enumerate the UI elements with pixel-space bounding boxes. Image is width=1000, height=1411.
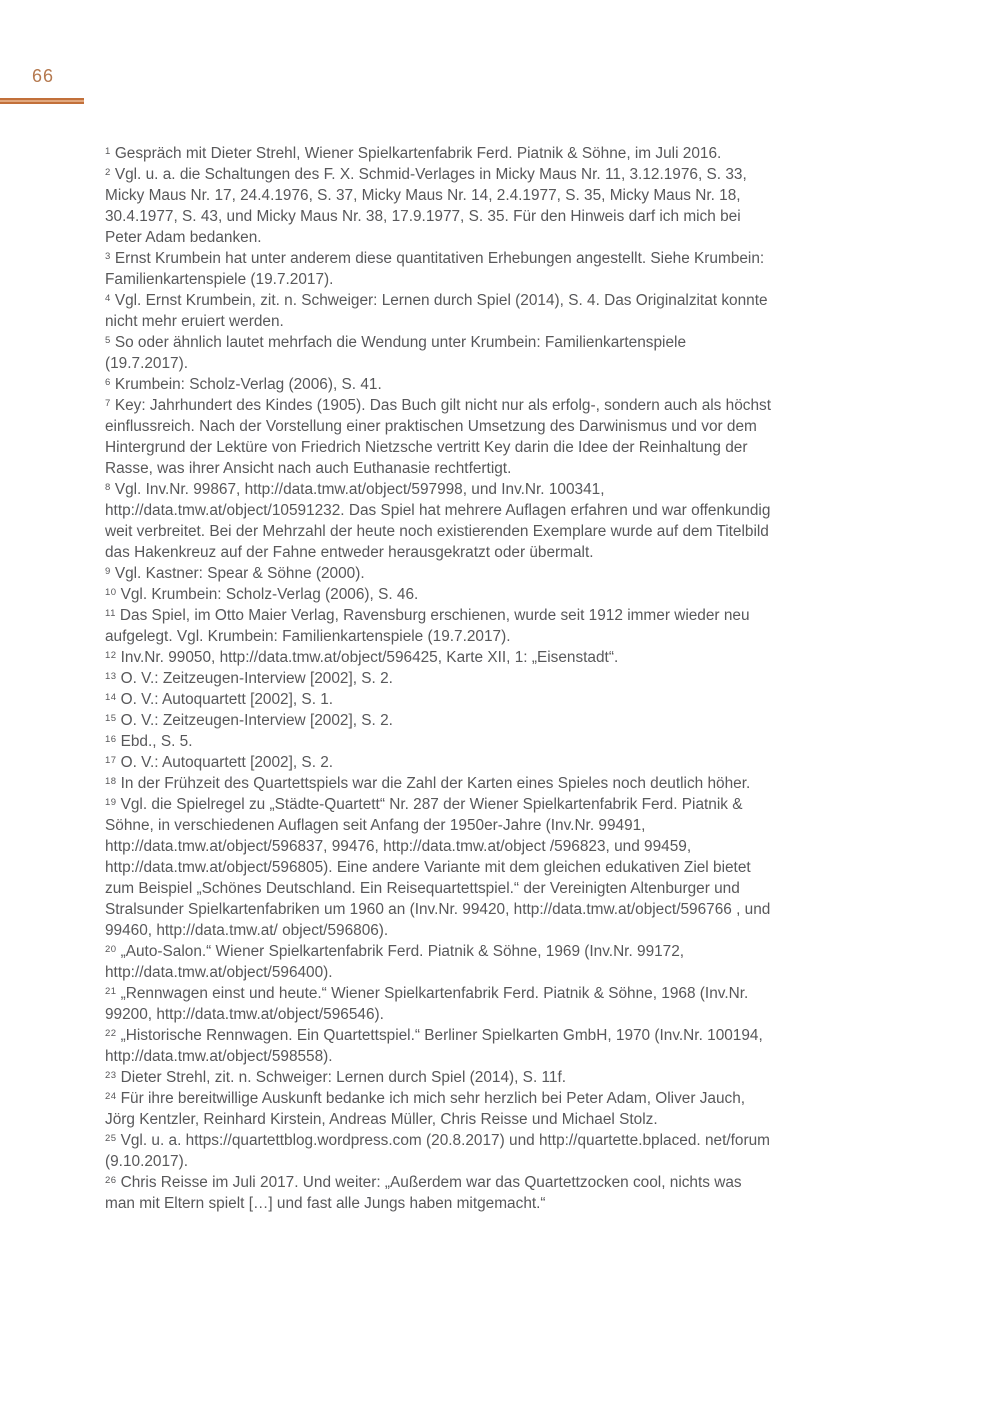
- footnote-item: [105, 248, 773, 290]
- footnote-number: 23: [105, 1069, 117, 1081]
- footnote-text: Für ihre bereitwillige Auskunft bedanke ich mich sehr herzlich bei Peter Adam, Oliver Jauch, Jörg Kentzler, Reinhard Kirstein, Andreas Müller, Chris Reisse und Michael Stolz.: [105, 1090, 746, 1128]
- footnote-item: [105, 1088, 773, 1130]
- footnote-text: Das Spiel, im Otto Maier Verlag, Ravensburg erschienen, wurde seit 1912 immer wieder neu aufgelegt. Vgl. Krumbein: Familienkartenspiele (19.7.2017).: [105, 607, 750, 645]
- footnote-item: [105, 1067, 773, 1088]
- footnote-text: „Historische Rennwagen. Ein Quartettspiel.“ Berliner Spielkarten GmbH, 1970 (Inv.Nr. 100194, http://data.tmw.at/object/598558).: [105, 1027, 763, 1065]
- footnote-text: O. V.: Autoquartett [2002], S. 1.: [120, 691, 334, 708]
- footnote-text: In der Frühzeit des Quartettspiels war die Zahl der Karten eines Spieles noch deutlich höher.: [120, 775, 751, 792]
- footnote-text: Vgl. die Spielregel zu „Städte-Quartett“ Nr. 287 der Wiener Spielkartenfabrik Ferd. Piatnik & Söhne, in verschiedenen Auflagen seit Anfang der 1950er-Jahre (Inv.Nr. 99491, http://data.tmw.at/object/596837, 99476, http://data.tmw.at/object /596823, und 99459, http://data.tmw.at/object/596805). Eine andere Variante mit dem gleichen edukativen Ziel bietet zum Beispiel „Schönes Deutschland. Ein Reisequartettspiel.“ der Vereinigten Altenburger und Stralsunder Spielkartenfabriken um 1960 an (Inv.Nr. 99420, http://data.tmw.at/object/596766 , und 99460, http://data.tmw.at/ object/596806).: [105, 796, 771, 939]
- footnote-text: Key: Jahrhundert des Kindes (1905). Das Buch gilt nicht nur als erfolg-, sondern auch als höchst einflussreich. Nach der Vorstellung einer praktischen Umsetzung des Darwinismus und vor dem Hintergrund der Lektüre von Friedrich Nietzsche vertritt Key darin die Idee der Reinhaltung der Rasse, was ihrer Ansicht nach auch Euthanasie rechtfertigt.: [105, 397, 771, 477]
- footnote-number: 24: [105, 1090, 117, 1102]
- footnote-item: [105, 647, 773, 668]
- footnote-number: 17: [105, 754, 117, 766]
- footnote-text: Vgl. u. a. die Schaltungen des F. X. Schmid-Verlages in Micky Maus Nr. 11, 3.12.1976, S. 33, Micky Maus Nr. 17, 24.4.1976, S. 37, Micky Maus Nr. 14, 2.4.1977, S. 35, Micky Maus Nr. 18, 30.4.1977, S. 43, und Micky Maus Nr. 38, 17.9.1977, S. 35. Für den Hinweis darf ich mich bei Peter Adam bedanken.: [105, 166, 747, 246]
- footnote-number: 12: [105, 649, 117, 661]
- footnote-number: 26: [105, 1174, 117, 1186]
- footnote-item: [105, 164, 773, 248]
- footnote-number: 18: [105, 775, 117, 787]
- footnote-number: 4: [105, 292, 111, 304]
- footnote-number: 10: [105, 586, 117, 598]
- footnote-number: 25: [105, 1132, 117, 1144]
- header-rule: [0, 98, 84, 104]
- footnote-item: [105, 605, 773, 647]
- footnote-item: [105, 773, 773, 794]
- footnote-number: 14: [105, 691, 117, 703]
- footnote-text: „Auto-Salon.“ Wiener Spielkartenfabrik Ferd. Piatnik & Söhne, 1969 (Inv.Nr. 99172, http://data.tmw.at/object/596400).: [105, 943, 685, 981]
- footnote-list: [105, 143, 773, 1214]
- footnote-text: „Rennwagen einst und heute.“ Wiener Spielkartenfabrik Ferd. Piatnik & Söhne, 1968 (Inv.Nr. 99200, http://data.tmw.at/object/596546).: [105, 985, 749, 1023]
- footnote-item: [105, 1172, 773, 1214]
- footnote-item: [105, 983, 773, 1025]
- footnote-item: [105, 395, 773, 479]
- footnote-text: Vgl. Kastner: Spear & Söhne (2000).: [114, 565, 365, 582]
- footnote-number: 2: [105, 166, 111, 178]
- footnote-text: Vgl. u. a. https://quartettblog.wordpress.com (20.8.2017) und http://quartette.bplaced. net/forum (9.10.2017).: [105, 1132, 770, 1170]
- footnote-item: [105, 752, 773, 773]
- footnote-number: 6: [105, 376, 111, 388]
- footnote-text: Inv.Nr. 99050, http://data.tmw.at/object/596425, Karte XII, 1: „Eisenstadt“.: [120, 649, 619, 666]
- footnote-number: 13: [105, 670, 117, 682]
- footnote-text: Krumbein: Scholz-Verlag (2006), S. 41.: [114, 376, 382, 393]
- footnote-text: Ebd., S. 5.: [120, 733, 193, 750]
- footnote-item: [105, 710, 773, 731]
- footnote-item: [105, 1130, 773, 1172]
- footnote-text: O. V.: Zeitzeugen-Interview [2002], S. 2.: [120, 712, 393, 729]
- footnote-number: 8: [105, 481, 111, 493]
- footnote-number: 5: [105, 334, 111, 346]
- footnote-number: 20: [105, 943, 117, 955]
- footnote-item: [105, 143, 773, 164]
- footnote-text: Vgl. Inv.Nr. 99867, http://data.tmw.at/object/597998, und Inv.Nr. 100341, http://data.tmw.at/object/10591232. Das Spiel hat mehrere Auflagen erfahren und war offenkundig weit verbreitet. Bei der Mehrzahl der heute noch existierenden Exemplare wurde auf dem Titelbild das Hakenkreuz auf der Fahne entweder herausgekratzt oder übermalt.: [105, 481, 771, 561]
- footnote-item: [105, 1025, 773, 1067]
- footnote-text: O. V.: Zeitzeugen-Interview [2002], S. 2.: [120, 670, 393, 687]
- footnote-number: 3: [105, 250, 111, 262]
- endnotes-section: [105, 143, 773, 1214]
- footnote-text: Ernst Krumbein hat unter anderem diese quantitativen Erhebungen angestellt. Siehe Krumbein: Familienkartenspiele (19.7.2017).: [105, 250, 765, 288]
- footnote-item: [105, 794, 773, 941]
- footnote-text: Vgl. Ernst Krumbein, zit. n. Schweiger: Lernen durch Spiel (2014), S. 4. Das Originalzitat konnte nicht mehr eruiert werden.: [105, 292, 768, 330]
- footnote-item: [105, 668, 773, 689]
- footnote-item: [105, 584, 773, 605]
- footnote-number: 7: [105, 397, 111, 409]
- footnote-number: 19: [105, 796, 117, 808]
- footnote-item: [105, 941, 773, 983]
- footnote-item: [105, 479, 773, 563]
- footnote-number: 22: [105, 1027, 117, 1039]
- footnote-number: 11: [105, 607, 116, 619]
- footnote-text: Dieter Strehl, zit. n. Schweiger: Lernen durch Spiel (2014), S. 11f.: [120, 1069, 567, 1086]
- footnote-number: 1: [105, 145, 111, 157]
- footnote-number: 16: [105, 733, 117, 745]
- footnote-item: [105, 563, 773, 584]
- footnote-text: Gespräch mit Dieter Strehl, Wiener Spielkartenfabrik Ferd. Piatnik & Söhne, im Juli 2016.: [114, 145, 722, 162]
- page-number: 66: [32, 66, 55, 86]
- footnote-number: 9: [105, 565, 111, 577]
- footnote-text: Chris Reisse im Juli 2017. Und weiter: „Außerdem war das Quartettzocken cool, nichts was man mit Eltern spielt […] und fast alle Jungs haben mitgemacht.“: [105, 1174, 742, 1212]
- footnote-text: Vgl. Krumbein: Scholz-Verlag (2006), S. 46.: [120, 586, 419, 603]
- footnote-item: [105, 290, 773, 332]
- footnote-number: 15: [105, 712, 117, 724]
- footnote-number: 21: [105, 985, 117, 997]
- footnote-text: O. V.: Autoquartett [2002], S. 2.: [120, 754, 334, 771]
- footnote-item: [105, 374, 773, 395]
- footnote-item: [105, 689, 773, 710]
- footnote-item: [105, 731, 773, 752]
- footnote-item: [105, 332, 773, 374]
- footnote-text: So oder ähnlich lautet mehrfach die Wendung unter Krumbein: Familienkartenspiele (19.7.2017).: [105, 334, 687, 372]
